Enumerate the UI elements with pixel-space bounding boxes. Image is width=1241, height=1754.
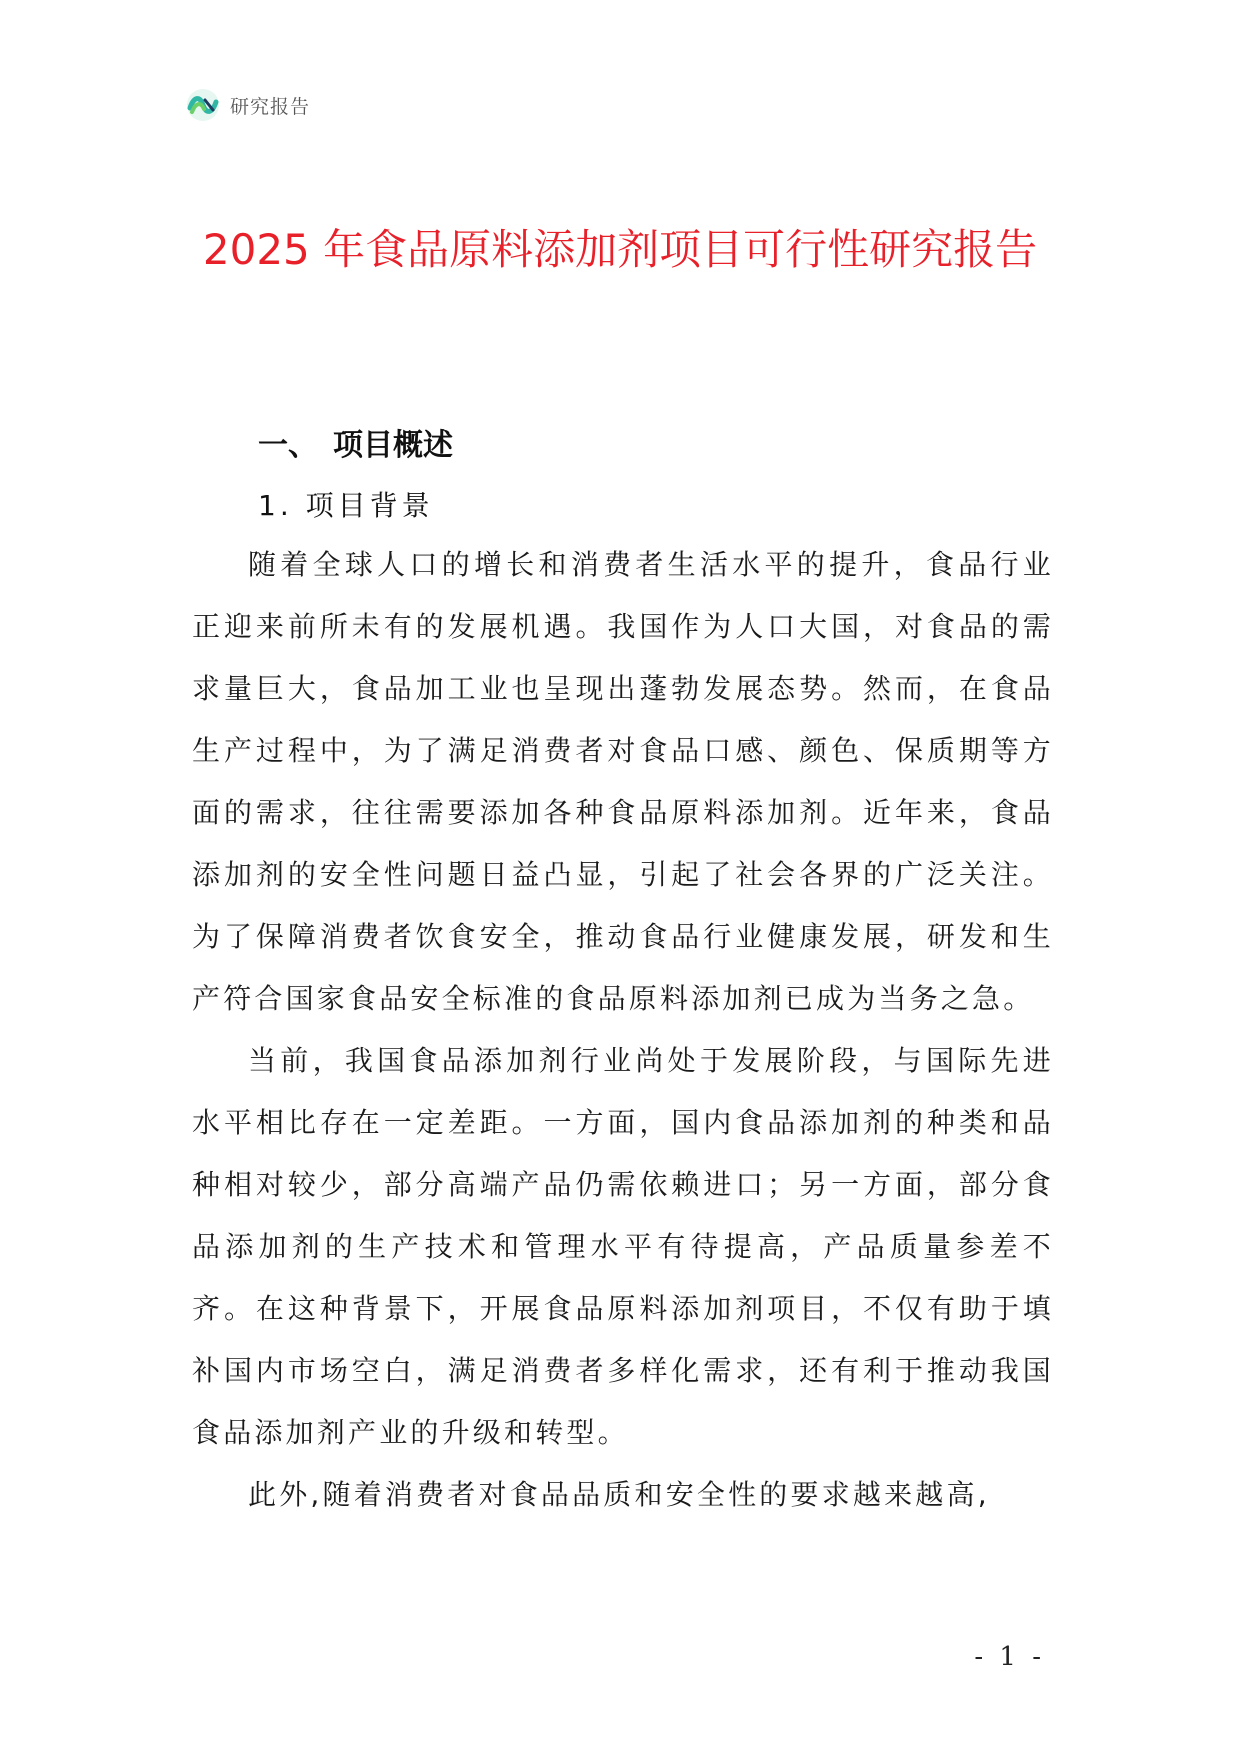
paragraph-1: 随着全球人口的增长和消费者生活水平的提升，食品行业正迎来前所未有的发展机遇。我国作为人口大国，对食品的需求量巨大，食品加工业也呈现出蓬勃发展态势。然而，在食品生产过程中，为了满足消费者对食品口感、颜色、保质期等方面的需求，往往需要添加各种食品原料添加剂。近年来，食品添加剂的安全性问题日益凸显，引起了社会各界的广泛关注。为了保障消费者饮食安全，推动食品行业健康发展，研发和生产符合国家食品安全标准的食品原料添加剂已成为当务之急。: [192, 548, 1054, 1015]
subsection-heading: 1. 项目背景: [258, 489, 434, 522]
report-logo-icon: [186, 88, 220, 122]
section-heading: 一、 项目概述: [258, 428, 453, 463]
paragraph-3: 此外,随着消费者对食品品质和安全性的要求越来越高,: [248, 1478, 990, 1511]
page-number: - 1 -: [974, 1642, 1045, 1672]
header: [186, 88, 310, 122]
document-title: 2025 年食品原料添加剂项目可行性研究报告: [202, 225, 1038, 274]
paragraph-2: 当前，我国食品添加剂行业尚处于发展阶段，与国际先进水平相比存在一定差距。一方面，国内食品添加剂的种类和品种相对较少，部分高端产品仍需依赖进口；另一方面，部分食品添加剂的生产技术和管理水平有待提高，产品质量参差不齐。在这种背景下，开展食品原料添加剂项目，不仅有助于填补国内市场空白，满足消费者多样化需求，还有利于推动我国食品添加剂产业的升级和转型。: [192, 1044, 1054, 1449]
document-body: [192, 534, 1054, 1526]
header-label: 研究报告: [230, 95, 311, 118]
